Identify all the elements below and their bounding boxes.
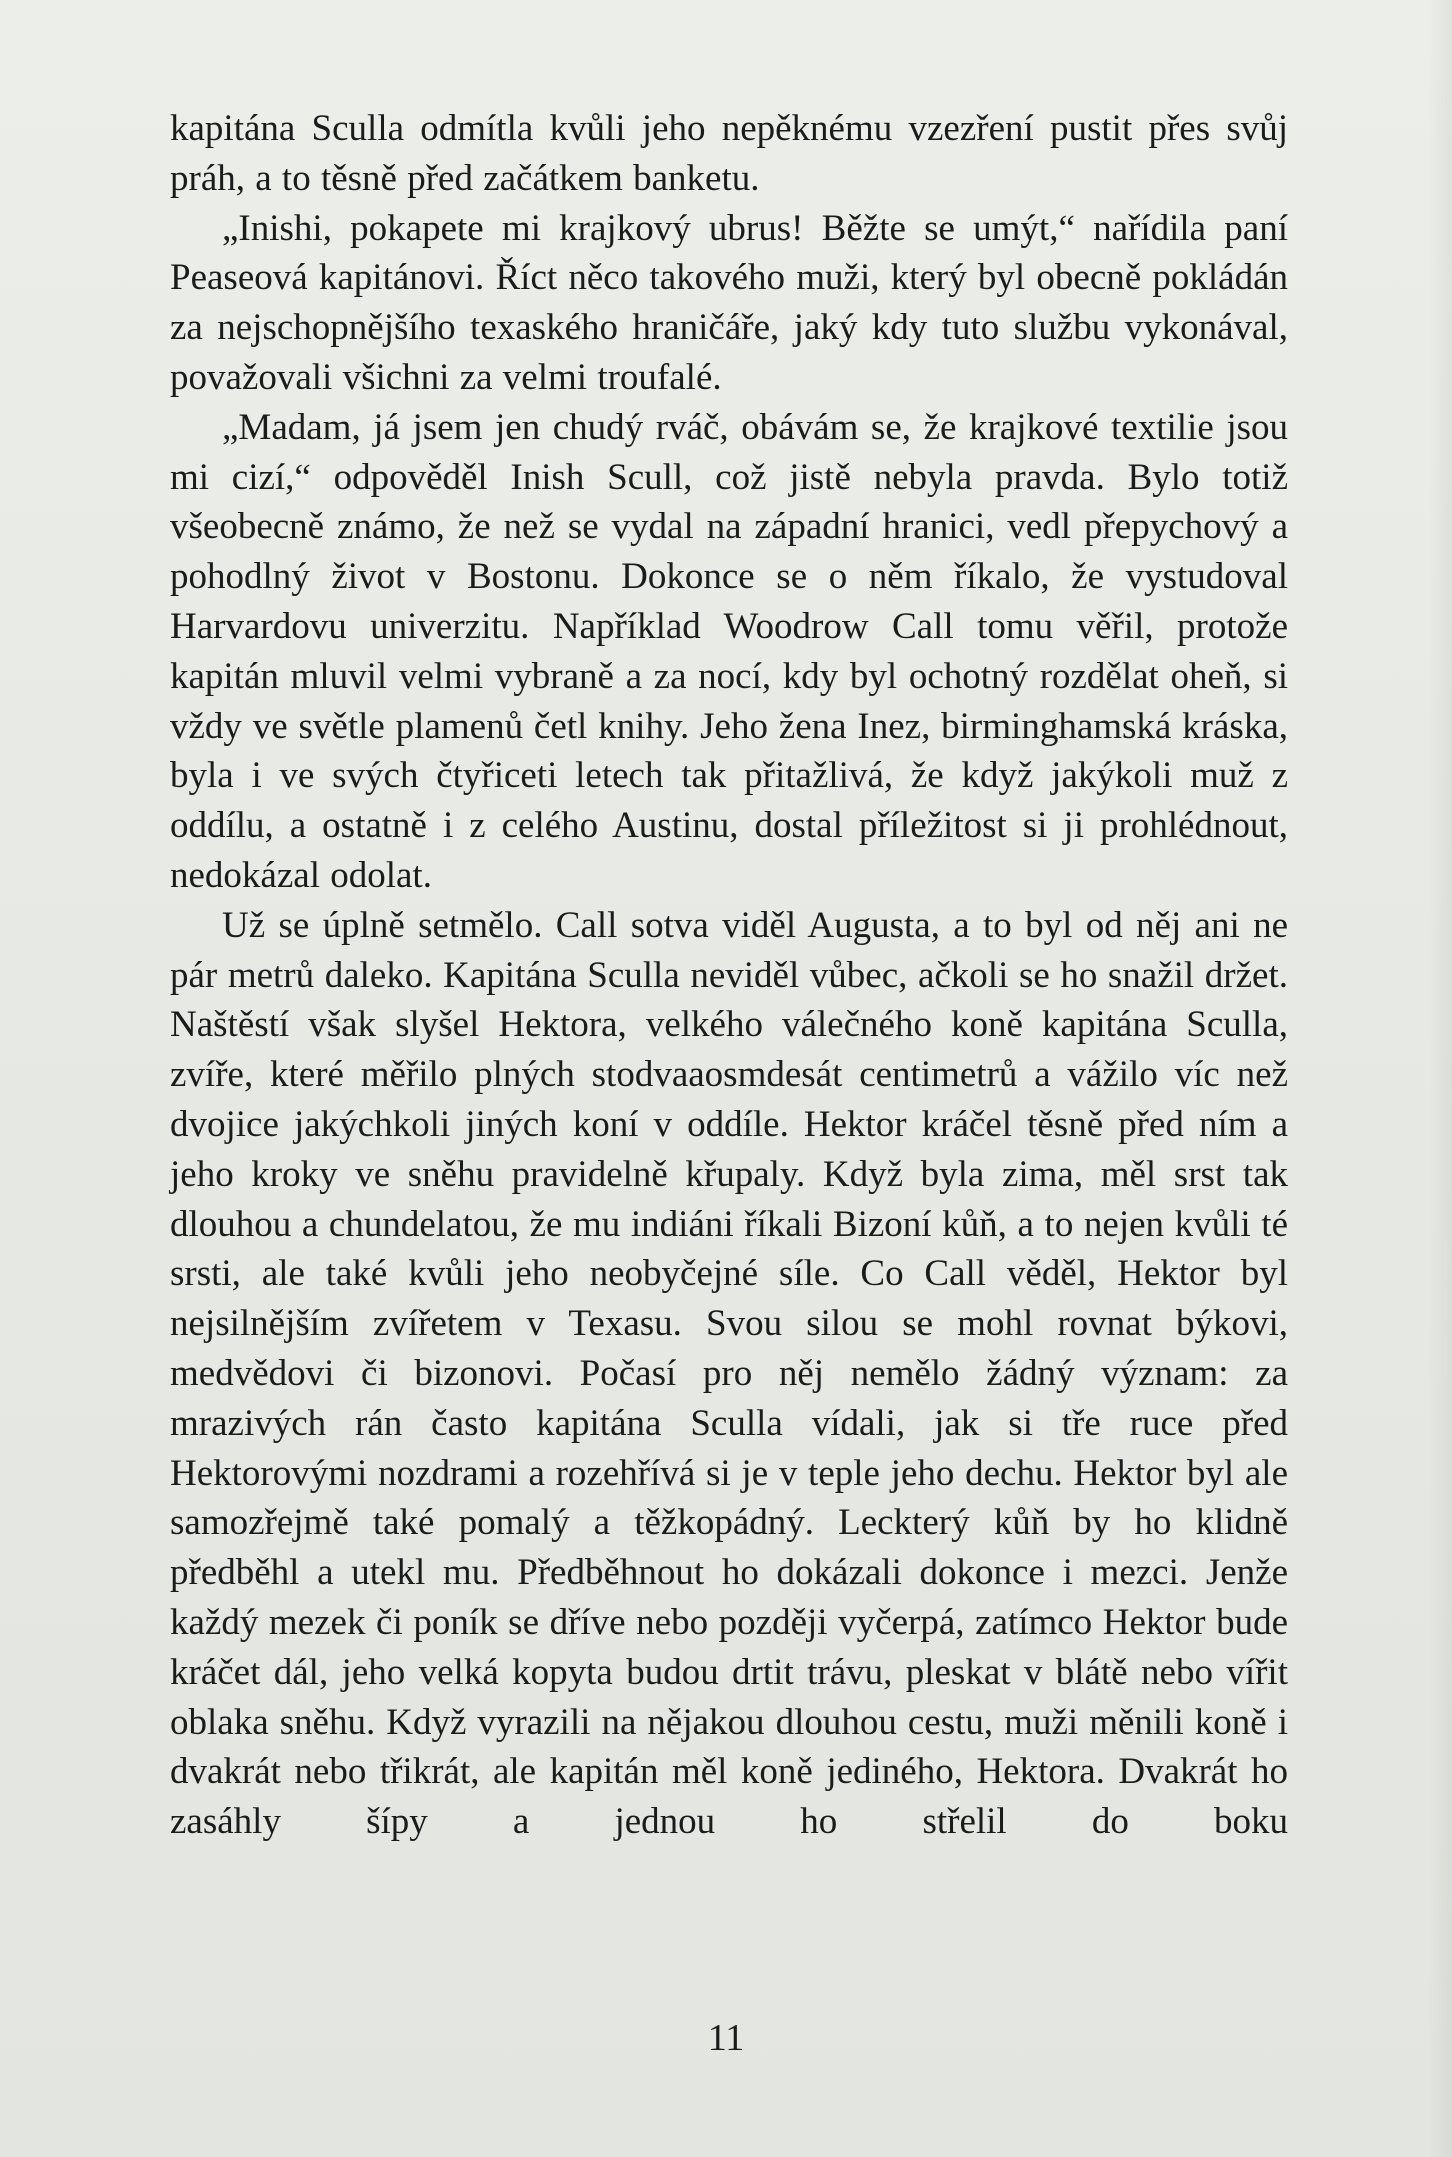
paragraph-3: „Madam, já jsem jen chudý rváč, obávám se, že krajkové textilie jsou mi cizí,“ odpověděl Inish Scull, což jistě nebyla pravda. Bylo totiž všeobecně známo, že než se vydal na západní hranici, vedl přepychový a pohodlný život v Bostonu. Dokonce se o něm říkalo, že vystudoval Harvardovu univerzitu. Například Woodrow Call tomu věřil, protože kapitán mluvil velmi vybraně a za nocí, kdy byl ochotný rozdělat oheň, si vždy ve světle plamenů četl knihy. Jeho žena Inez, birminghamská kráska, byla i ve svých čtyřiceti letech tak přitažlivá, že když jakýkoli muž z oddílu, a ostatně i z celého Austinu, dostal příležitost si ji prohlédnout, nedokázal odolat.: [170, 406, 1288, 896]
body-text: [170, 104, 1288, 1847]
paragraph-2: „Inishi, pokapete mi krajkový ubrus! Běžte se umýt,“ nařídila paní Peaseová kapitánovi. Říct něco takového muži, který byl obecně pokládán za nejschopnějšího texaského hraničáře, jaký kdy tuto službu vykonával, považovali všichni za velmi troufalé.: [170, 207, 1288, 398]
page-edge-shadow: [1428, 0, 1452, 2157]
paragraph-1: kapitána Sculla odmítla kvůli jeho nepěknému vzezření pustit přes svůj práh, a to těsně před začátkem banketu.: [170, 108, 1288, 199]
paragraph-4: Už se úplně setmělo. Call sotva viděl Augusta, a to byl od něj ani ne pár metrů daleko. Kapitána Sculla neviděl vůbec, ačkoli se ho snažil držet. Naštěstí však slyšel Hektora, velkého válečného koně kapitána Sculla, zvíře, které měřilo plných stodvaaosmdesát centimetrů a vážilo víc než dvojice jakýchkoli jiných koní v oddíle. Hektor kráčel těsně před ním a jeho kroky ve sněhu pravidelně křupaly. Když byla zima, měl srst tak dlouhou a chundelatou, že mu indiáni říkali Bizoní kůň, a to nejen kvůli té srsti, ale také kvůli jeho neobyčejné síle. Co Call věděl, Hektor byl nejsilnějším zvířetem v Texasu. Svou silou se mohl rovnat býkovi, medvědovi či bizonovi. Počasí pro něj nemělo žádný význam: za mrazivých rán často kapitána Sculla vídali, jak si tře ruce před Hektorovými nozdrami a rozehřívá si je v teple jeho dechu. Hektor byl ale samozřejmě také pomalý a těžkopádný. Leckterý kůň by ho klidně předběhl a utekl mu. Předběhnout ho dokázali dokonce i mezci. Jenže každý mezek či poník se dříve nebo později vyčerpá, zatímco Hektor bude kráčet dál, jeho velká kopyta budou drtit trávu, pleskat v blátě nebo vířit oblaka sněhu. Když vyrazili na nějakou dlouhou cestu, muži měnili koně i dvakrát nebo třikrát, ale kapitán měl koně jediného, Hektora. Dvakrát ho zasáhly šípy a jednou ho střelil do boku: [170, 904, 1288, 1843]
page-number: 11: [707, 2017, 745, 2059]
